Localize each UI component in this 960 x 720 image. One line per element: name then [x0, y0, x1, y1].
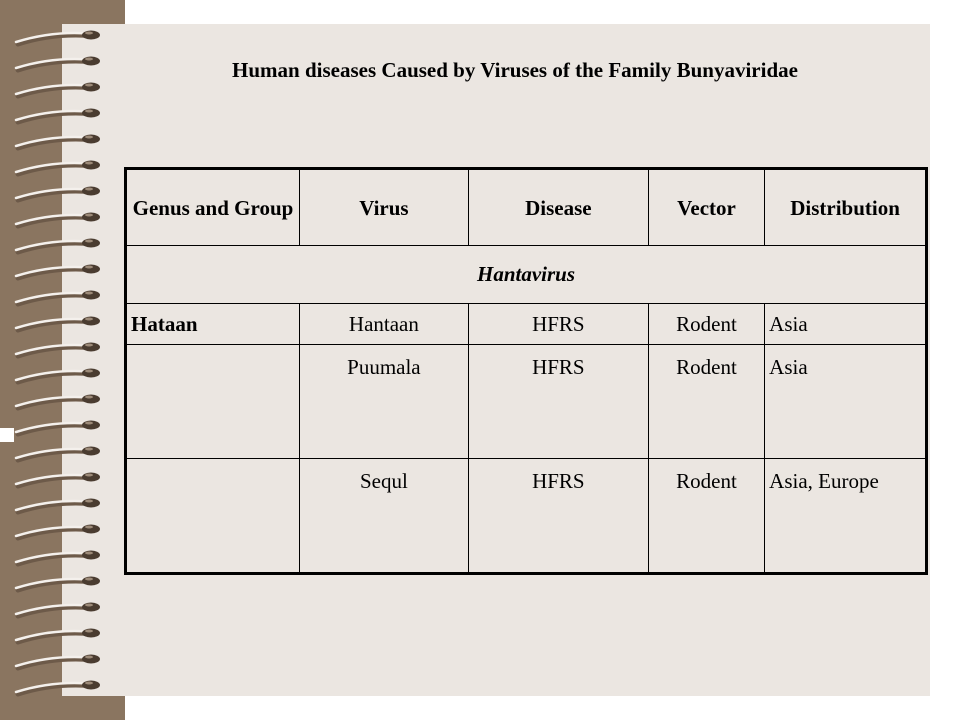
cell-vector: Rodent: [648, 304, 764, 345]
spiral-ring: [16, 447, 100, 461]
spiral-ring: [16, 421, 100, 435]
cell-virus: Sequl: [299, 459, 468, 574]
slide-title: Human diseases Caused by Viruses of the Family Bunyaviridae: [232, 58, 798, 82]
spiral-ring: [16, 239, 100, 253]
cell-distribution: Asia: [765, 304, 927, 345]
cell-disease: HFRS: [468, 304, 648, 345]
cell-distribution: Asia, Europe: [765, 459, 927, 574]
group-row: [126, 246, 927, 304]
spiral-ring: [16, 187, 100, 201]
spiral-ring: [16, 473, 100, 487]
spiral-ring: [16, 577, 100, 591]
table-row: [126, 345, 927, 459]
spiral-ring: [16, 161, 100, 175]
spiral-ring: [16, 603, 100, 617]
cell-genus: [126, 459, 300, 574]
spiral-ring: [16, 83, 100, 97]
spiral-ring: [16, 265, 100, 279]
spiral-ring: [16, 213, 100, 227]
group-label: Hantavirus: [126, 246, 927, 304]
cell-virus: Hantaan: [299, 304, 468, 345]
table-header-row: [126, 169, 927, 246]
cell-genus: Hataan: [126, 304, 300, 345]
spiral-ring: [16, 291, 100, 305]
header-virus: Virus: [299, 169, 468, 246]
spiral-ring: [16, 135, 100, 149]
header-vector: Vector: [648, 169, 764, 246]
spiral-ring: [16, 343, 100, 357]
cell-genus: [126, 345, 300, 459]
spiral-ring: [16, 395, 100, 409]
spiral-ring: [16, 681, 100, 695]
spiral-ring: [16, 369, 100, 383]
spiral-binding-icon: [0, 0, 125, 720]
cell-disease: HFRS: [468, 345, 648, 459]
table-row: [126, 459, 927, 574]
spiral-ring: [16, 629, 100, 643]
spiral-ring: [16, 317, 100, 331]
spiral-ring: [16, 109, 100, 123]
spiral-ring: [16, 655, 100, 669]
spiral-ring: [16, 499, 100, 513]
cell-vector: Rodent: [648, 459, 764, 574]
cell-disease: HFRS: [468, 459, 648, 574]
header-distribution: Distribution: [765, 169, 927, 246]
table-row: [126, 304, 927, 345]
header-disease: Disease: [468, 169, 648, 246]
spiral-ring: [16, 57, 100, 71]
cell-virus: Puumala: [299, 345, 468, 459]
spiral-ring: [16, 551, 100, 565]
virus-table: [124, 167, 928, 575]
cell-vector: Rodent: [648, 345, 764, 459]
header-genus: Genus and Group: [126, 169, 300, 246]
spiral-ring: [16, 31, 100, 45]
spiral-ring: [16, 525, 100, 539]
cell-distribution: Asia: [765, 345, 927, 459]
